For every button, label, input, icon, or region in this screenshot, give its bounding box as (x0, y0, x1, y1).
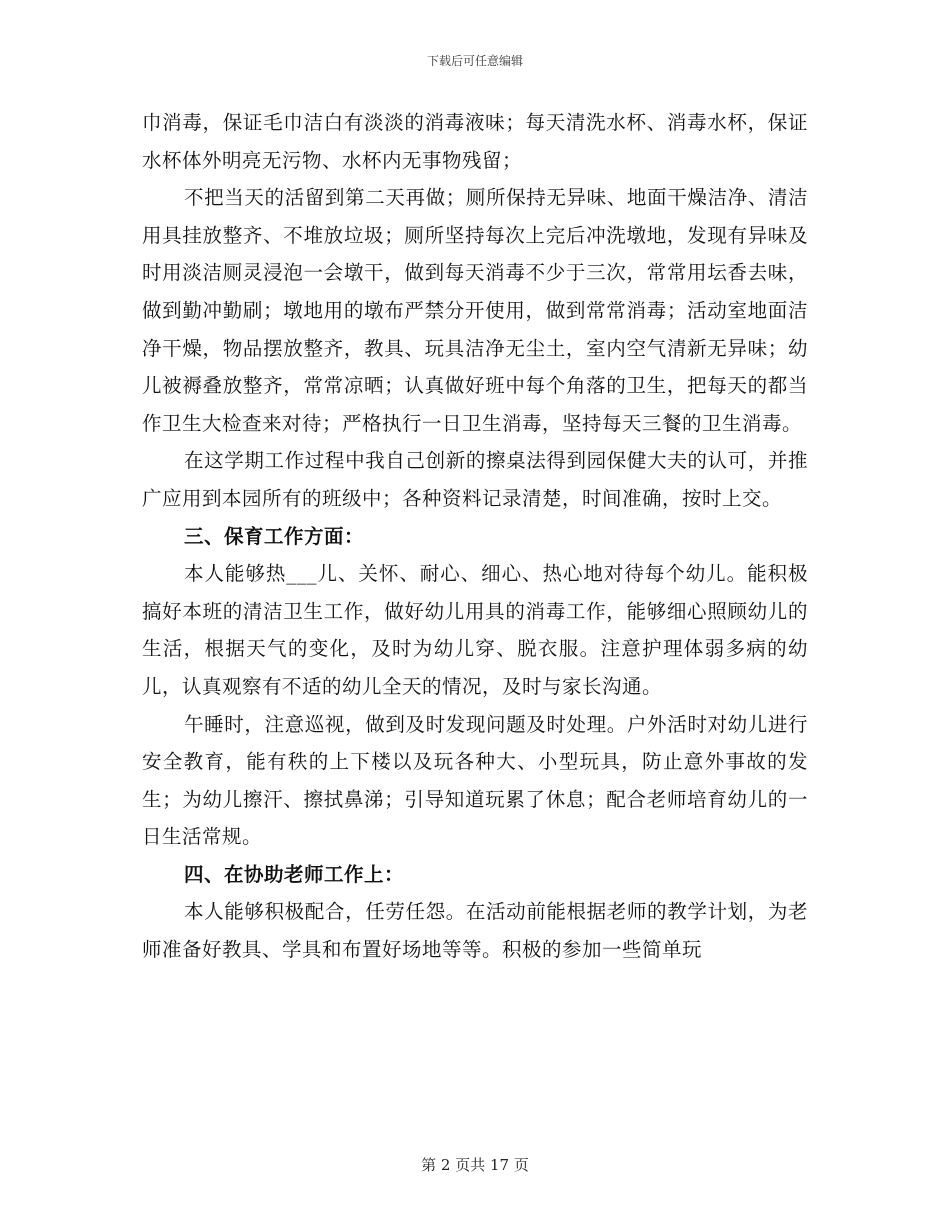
paragraph-nap-outdoor-safety: 午睡时，注意巡视，做到及时发现问题及时处理。户外活时对幼儿进行安全教育，能有秩的上下楼以及玩各种大、小型玩具，防止意外事故的发生；为幼儿擦汗、擦拭鼻涕；引导知道玩累了休息；配合老师培育幼儿的一日生活常规。 (142, 712, 808, 849)
paragraph-childcare-care: 本人能够热___儿、关怀、耐心、细心、热心地对待每个幼儿。能积极搞好本班的清洁卫生工作，做好幼儿用具的消毒工作，能够细心照顾幼儿的生活，根据天气的变化，及时为幼儿穿、脱衣服。注意护理体弱多病的幼儿，认真观察有不适的幼儿全天的情况，及时与家长沟通。 (142, 562, 808, 698)
document-body (142, 104, 808, 969)
paragraph-towel-cup-hygiene: 巾消毒，保证毛巾洁白有淡淡的消毒液味；每天清洗水杯、消毒水杯，保证水杯体外明亮无污物、水杯内无事物残留； (142, 111, 808, 172)
paragraph-daily-cleaning: 不把当天的活留到第二天再做；厕所保持无异味、地面干燥洁净、清洁用具挂放整齐、不堆放垃圾；厕所坚持每次上完后冲洗墩地，发现有异味及时用淡洁厕灵浸泡一会墩干，做到每天消毒不少于三次，常常用坛香去味，做到勤冲勤刷；墩地用的墩布严禁分开使用，做到常常消毒；活动室地面洁净干燥，物品摆放整齐，教具、玩具洁净无尘土，室内空气清新无异味；幼儿被褥叠放整齐，常常凉晒；认真做好班中每个角落的卫生，把每天的都当作卫生大检查来对待；严格执行一日卫生消毒，坚持每天三餐的卫生消毒。 (142, 186, 808, 435)
page-header: 下载后可任意编辑 (426, 54, 523, 68)
paragraph-assisting-teacher: 本人能够积极配合，任劳任怨。在活动前能根据老师的教学计划，为老师准备好教具、学具和布置好场地等等。积极的参加一些简单玩 (142, 900, 808, 962)
section-heading-assisting-teacher: 四、在协助老师工作上： (184, 862, 405, 886)
page-footer-page-number: 第 2 页共 17 页 (421, 1156, 529, 1174)
section-heading-childcare: 三、保育工作方面： (184, 524, 365, 548)
paragraph-table-wiping-method: 在这学期工作过程中我自己创新的擦桌法得到园保健大夫的认可，并推广应用到本园所有的班级中；各种资料记录清楚，时间准确，按时上交。 (142, 449, 808, 510)
